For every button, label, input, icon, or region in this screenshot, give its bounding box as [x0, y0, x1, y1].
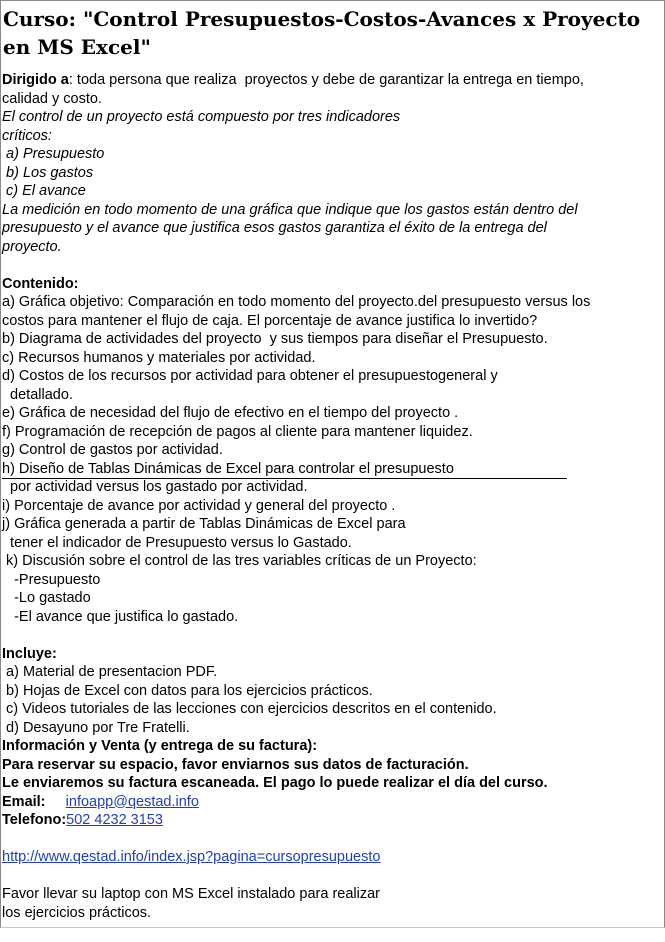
contenido-item-h2: por actividad versus los gastado por actividad. [2, 479, 308, 495]
horizontal-divider [2, 478, 567, 479]
audience-line [2, 71, 664, 90]
audience-label: Dirigido a [2, 72, 69, 88]
spacer [2, 256, 664, 275]
laptop-line-1: Favor llevar su laptop con MS Excel instalado para realizar [2, 886, 380, 902]
contenido-item-k1: -Presupuesto [2, 571, 101, 588]
measurement-text-2: presupuesto y el avance que justifica esos gastos garantiza el éxito de la entrega del [2, 220, 547, 236]
contenido-item-i: i) Porcentaje de avance por actividad y general del proyecto . [2, 497, 396, 514]
incluye-item-a: a) Material de presentacion PDF. [2, 664, 218, 680]
contenido-item-e: e) Gráfica de necesidad del flujo de efectivo en el tiempo del proyecto . [2, 405, 459, 421]
telefono-line [2, 811, 664, 830]
contenido-item-j1: j) Gráfica generada a partir de Tablas Dinámicas de Excel para [2, 516, 406, 532]
measurement-text-3: proyecto. [2, 238, 62, 255]
contenido-item-k3: -El avance que justifica lo gastado. [2, 608, 239, 625]
telefono-label: Telefono: [2, 812, 67, 828]
spacer [2, 867, 664, 886]
contenido-item-a1: a) Gráfica objetivo: Comparación en todo momento del proyecto.del presupuesto versus los [2, 294, 591, 310]
spacer [2, 830, 664, 849]
contenido-item-a2: costos para mantener el flujo de caja. El porcentaje de avance justifica lo invertido? [2, 312, 538, 329]
measurement-text-1: La medición en todo momento de una gráfica que indique que los gastos están dentro del [2, 201, 578, 218]
indicator-a: a) Presupuesto [2, 146, 105, 162]
email-link[interactable]: infoapp@qestad.info [65, 793, 199, 810]
incluye-item-c: c) Videos tutoriales de las lecciones con ejercicios descritos en el contenido. [2, 701, 497, 717]
contenido-item-f: f) Programación de recepción de pagos al cliente para mantener liquidez. [2, 423, 473, 440]
control-text-1: El control de un proyecto está compuesto por tres indicadores [2, 109, 401, 125]
course-url-link[interactable]: http://www.qestad.info/index.jsp?pagina=cursopresupuesto [2, 849, 381, 865]
audience-text-2: calidad y costo. [2, 90, 102, 107]
incluye-item-d: d) Desayuno por Tre Fratelli. [2, 719, 190, 736]
incluye-item-b: b) Hojas de Excel con datos para los ejercicios prácticos. [2, 682, 373, 699]
email-line [2, 793, 664, 812]
contenido-item-c: c) Recursos humanos y materiales por actividad. [2, 349, 316, 366]
contenido-item-k2: -Lo gastado [2, 590, 91, 606]
telefono-link[interactable]: 502 4232 3153 [66, 812, 163, 828]
control-text-2: críticos: [2, 127, 52, 144]
document-body [2, 71, 664, 922]
page-title: Curso: "Control Presupuestos-Costos-Avances x Proyecto en MS Excel" [3, 7, 641, 59]
indicator-c: c) El avance [2, 183, 86, 199]
contenido-item-h1: h) Diseño de Tablas Dinámicas de Excel para controlar el presupuesto [2, 460, 454, 477]
contenido-item-d1: d) Costos de los recursos por actividad para obtener el presupuestogeneral y [2, 368, 498, 384]
venta-line-1: Para reservar su espacio, favor enviarnos sus datos de facturación. [2, 756, 469, 773]
laptop-line-2: los ejercicios prácticos. [2, 904, 152, 921]
email-label: Email: [2, 793, 46, 810]
contenido-item-k: k) Discusión sobre el control de las tres variables críticas de un Proyecto: [2, 553, 477, 569]
url-line [2, 848, 664, 867]
contenido-item-d2: detallado. [2, 386, 73, 403]
contenido-item-j2: tener el indicador de Presupuesto versus lo Gastado. [2, 534, 352, 551]
indicator-b: b) Los gastos [2, 164, 94, 181]
spacer [2, 626, 664, 645]
contenido-item-b: b) Diagrama de actividades del proyecto y sus tiempos para diseñar el Presupuesto. [2, 331, 548, 347]
audience-text: : toda persona que realiza proyectos y debe de garantizar la entrega en tiempo, [68, 72, 584, 88]
venta-line-2: Le enviaremos su factura escaneada. El pago lo puede realizar el día del curso. [2, 775, 548, 791]
contenido-heading: Contenido: [2, 275, 79, 292]
venta-heading: Información y Venta (y entrega de su factura): [2, 738, 318, 754]
incluye-heading: Incluye: [2, 645, 57, 662]
contenido-item-g: g) Control de gastos por actividad. [2, 442, 223, 458]
email-spacer [46, 794, 66, 810]
